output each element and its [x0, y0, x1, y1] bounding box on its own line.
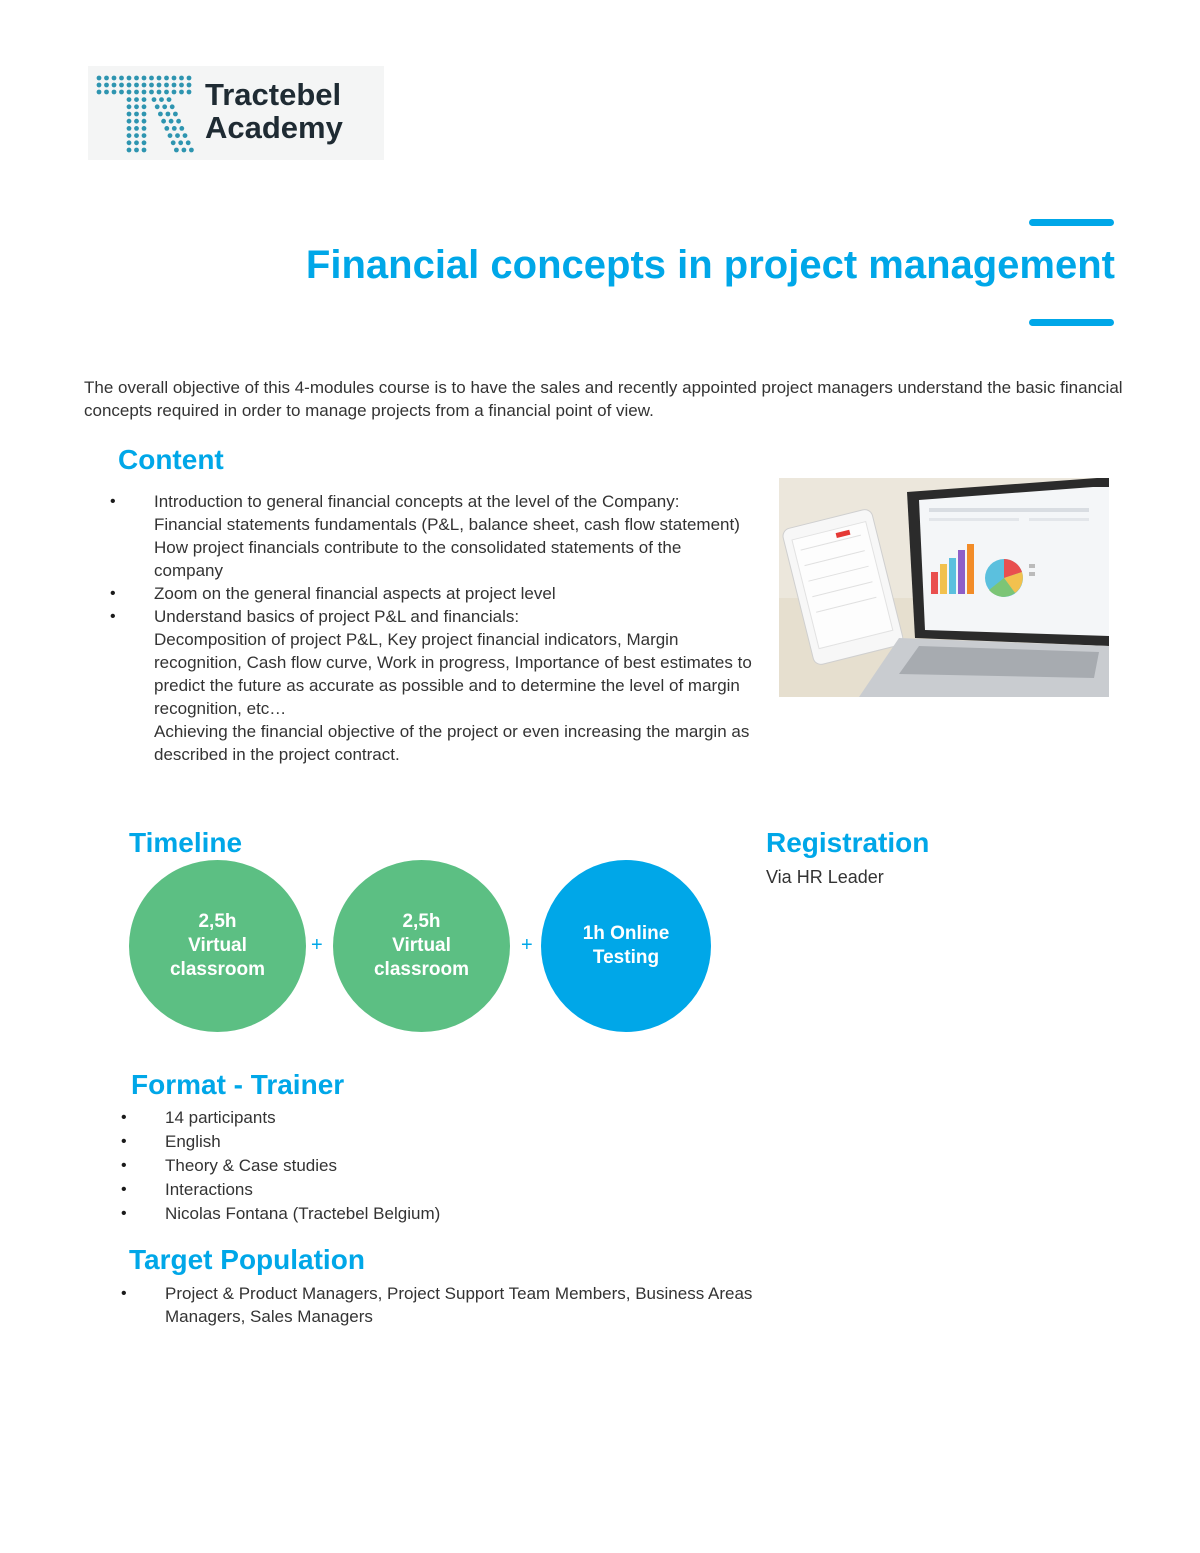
- logo-dot: [142, 140, 147, 145]
- logo-dot: [172, 126, 177, 131]
- logo-dot: [134, 90, 139, 95]
- logo-dot: [127, 133, 132, 138]
- timeline-step-2: [333, 860, 510, 1032]
- content-item-main: • Introduction to general financial concepts at the level of the Company:: [154, 492, 680, 511]
- logo-dot: [119, 83, 124, 88]
- target-list: [165, 1282, 765, 1328]
- logo-dot: [172, 90, 177, 95]
- logo-dot: [127, 112, 132, 117]
- logo-dot: [142, 90, 147, 95]
- logo-dot: [142, 97, 147, 102]
- list-item: • Nicolas Fontana (Tractebel Belgium): [165, 1202, 665, 1225]
- logo-dot: [127, 83, 132, 88]
- logo-dot: [166, 112, 171, 117]
- logo-dot: [164, 90, 169, 95]
- logo-dot: [157, 76, 162, 81]
- logo-dot: [149, 90, 154, 95]
- logo-dot: [142, 119, 147, 124]
- logo-dot: [97, 90, 102, 95]
- format-heading: Format - Trainer: [131, 1069, 345, 1100]
- content-heading: Content: [118, 444, 224, 475]
- logo-dot: [134, 112, 139, 117]
- logo-dot: [179, 90, 184, 95]
- registration-text: Via HR Leader: [766, 867, 884, 887]
- logo-dot: [179, 126, 184, 131]
- title-bar-top: [1029, 219, 1114, 226]
- logo-dot: [179, 83, 184, 88]
- logo-dots-icon: [94, 72, 198, 158]
- logo-dot: [142, 83, 147, 88]
- logo-dot: [161, 119, 166, 124]
- logo-dot: [162, 104, 167, 109]
- logo-dot: [186, 140, 191, 145]
- laptop-illustration: [779, 478, 1109, 697]
- step-2-line-3: classroom: [373, 959, 470, 980]
- logo-dot: [164, 83, 169, 88]
- logo-dot: [112, 76, 117, 81]
- logo-dot: [164, 76, 169, 81]
- logo-dot: [104, 90, 109, 95]
- logo-dot: [175, 133, 180, 138]
- timeline-step-1: [129, 860, 306, 1032]
- registration-heading: Registration: [766, 827, 930, 858]
- logo-dot: [164, 126, 169, 131]
- step-3-line-2: Testing: [592, 947, 660, 968]
- logo-dot: [134, 119, 139, 124]
- timeline-step-3: [541, 860, 711, 1032]
- laptop-tablet-photo: [779, 478, 1109, 697]
- logo-dot: [142, 133, 147, 138]
- content-item-main: • Understand basics of project P&L and financials:: [154, 607, 520, 626]
- logo-dot: [127, 97, 132, 102]
- step-2-line-1: 2,5h: [402, 911, 441, 932]
- logo-dot: [157, 83, 162, 88]
- logo-dot: [176, 119, 181, 124]
- logo-dot: [158, 112, 163, 117]
- logo-dot: [134, 140, 139, 145]
- logo-dot: [157, 90, 162, 95]
- logo-dot: [112, 83, 117, 88]
- logo-dot: [179, 76, 184, 81]
- logo-dot: [142, 112, 147, 117]
- list-item: [154, 582, 754, 605]
- list-item: • 14 participants: [165, 1106, 665, 1129]
- logo-dot: [142, 76, 147, 81]
- list-item: • English: [165, 1130, 665, 1153]
- logo-dot: [127, 140, 132, 145]
- page-title: Financial concepts in project management: [305, 243, 1115, 287]
- logo-dot: [149, 83, 154, 88]
- logo-dot: [127, 104, 132, 109]
- logo-dot: [167, 97, 172, 102]
- logo-dot: [127, 119, 132, 124]
- timeline-heading: Timeline: [129, 827, 243, 858]
- logo-dot: [142, 148, 147, 153]
- step-1-line-1: 2,5h: [198, 911, 237, 932]
- logo-dot: [127, 126, 132, 131]
- logo-dot: [169, 119, 174, 124]
- logo-dot: [187, 83, 192, 88]
- timeline-plus-2: +: [521, 934, 533, 956]
- step-1-line-2: Virtual: [188, 935, 247, 956]
- content-item-sub: Financial statements fundamentals (P&L, balance sheet, cash flow statement): [154, 515, 740, 534]
- logo-dot: [178, 140, 183, 145]
- logo-dot: [152, 97, 157, 102]
- logo-dot: [134, 126, 139, 131]
- logo-dot: [155, 104, 160, 109]
- logo-dot: [182, 148, 187, 153]
- logo-dot: [159, 97, 164, 102]
- logo-dot: [172, 83, 177, 88]
- list-item: • Project & Product Managers, Project Support Team Members, Business Areas Managers, Sales Managers: [165, 1282, 765, 1328]
- logo-dot: [134, 83, 139, 88]
- list-item: [154, 490, 754, 582]
- content-list: [154, 490, 754, 766]
- content-item-sub: Decomposition of project P&L, Key project financial indicators, Margin recognition, Cash flow curve, Work in progress, Importance of best estimates to predict the future as accurate as possible and to determine the level of margin recognition, etc…: [154, 630, 752, 718]
- logo-dot: [134, 97, 139, 102]
- logo-dot: [119, 90, 124, 95]
- logo-dot: [171, 140, 176, 145]
- logo-dot: [127, 76, 132, 81]
- logo-dot: [149, 76, 154, 81]
- step-2-line-2: Virtual: [392, 935, 451, 956]
- content-item-main: • Zoom on the general financial aspects at project level: [154, 584, 556, 603]
- list-item: • Theory & Case studies: [165, 1154, 665, 1177]
- logo-dot: [183, 133, 188, 138]
- timeline-plus-1: +: [311, 934, 323, 956]
- logo-dot: [134, 104, 139, 109]
- logo-line-2: Academy: [205, 110, 343, 145]
- logo-dot: [142, 104, 147, 109]
- logo-dot: [97, 83, 102, 88]
- logo-dot: [189, 148, 194, 153]
- logo-dot: [119, 76, 124, 81]
- logo-dot: [142, 126, 147, 131]
- logo-dot: [187, 76, 192, 81]
- step-3-line-1: 1h Online: [582, 923, 670, 944]
- logo-dot: [172, 76, 177, 81]
- logo-dot: [127, 90, 132, 95]
- logo-dot: [97, 76, 102, 81]
- logo-dot: [174, 148, 179, 153]
- logo-dot: [187, 90, 192, 95]
- intro-paragraph: The overall objective of this 4-modules course is to have the sales and recently appointed project managers understand the basic financial concepts required in order to manage projects from a financial point of view.: [84, 378, 1123, 420]
- title-bar-bottom: [1029, 319, 1114, 326]
- logo-line-1: Tractebel: [205, 77, 342, 112]
- logo-dot: [112, 90, 117, 95]
- target-heading: Target Population: [129, 1244, 365, 1275]
- logo-dot: [134, 76, 139, 81]
- logo-dot: [127, 148, 132, 153]
- tractebel-academy-logo: [88, 66, 384, 160]
- logo-dot: [170, 104, 175, 109]
- logo-dot: [104, 76, 109, 81]
- list-item: • Interactions: [165, 1178, 665, 1201]
- logo-dot: [168, 133, 173, 138]
- logo-dot: [104, 83, 109, 88]
- list-item: [154, 605, 754, 766]
- logo-dot: [134, 148, 139, 153]
- logo-dot: [173, 112, 178, 117]
- step-1-line-3: classroom: [169, 959, 266, 980]
- content-item-sub: Achieving the financial objective of the project or even increasing the margin as described in the project contract.: [154, 722, 750, 764]
- logo-dot: [134, 133, 139, 138]
- content-item-sub: How project financials contribute to the consolidated statements of the company: [154, 538, 682, 580]
- format-list: [165, 1106, 665, 1226]
